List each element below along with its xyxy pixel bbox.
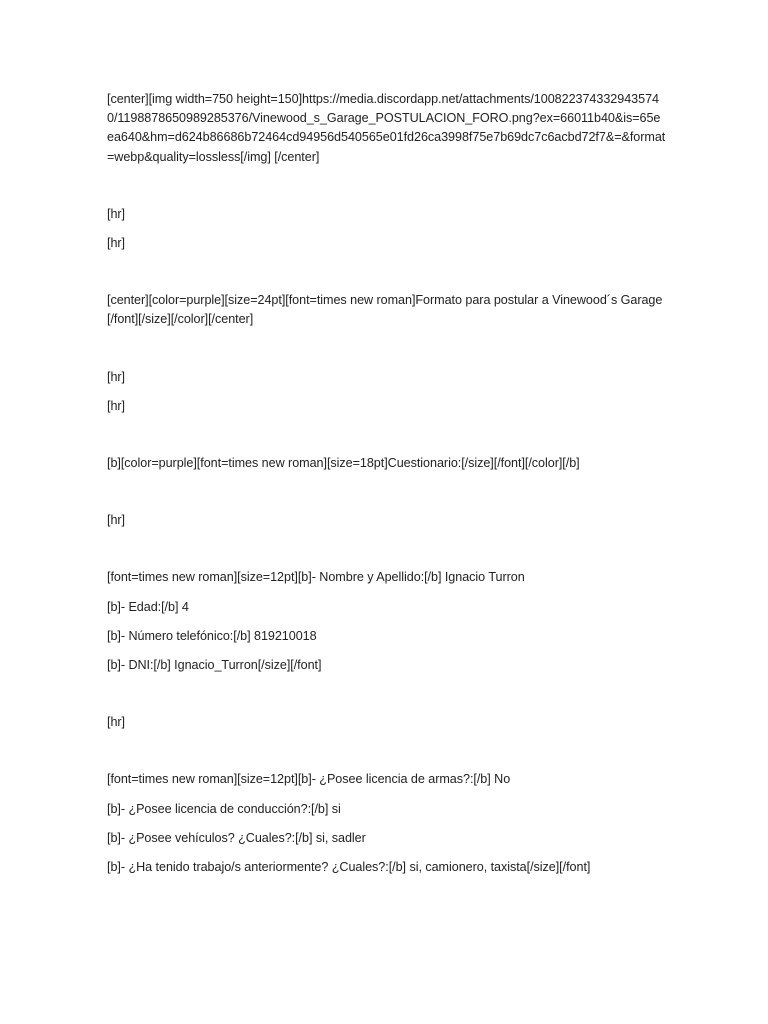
paragraph-gap (107, 167, 667, 205)
paragraph-gap (107, 416, 667, 454)
paragraph-gap (107, 330, 667, 368)
paragraph-gap (107, 819, 667, 829)
paragraph-gap (107, 790, 667, 800)
paragraph-gap (107, 253, 667, 291)
paragraph-gap (107, 675, 667, 713)
previous-jobs-answer-line: [b]- ¿Ha tenido trabajo/s anteriormente? ¿Cuales?:[/b] si, camionero, taxista[/size][/font] (107, 860, 591, 875)
paragraph-gap (107, 617, 667, 627)
image-bbcode-paragraph: [center][img width=750 height=150]https://media.discordapp.net/attachments/1008223743329435740/1198878650989285376/Vinewood_s_Garage_POSTULACION_FORO.png?ex=66011b40&is=65eea640&hm=d624b86686b72464cd94956d540565e01fd26ca3998f75e7b69dc7c6acbd72f7&=&format=webp&quality=lossless[/img] [/center] (107, 92, 666, 164)
paragraph-gap (107, 387, 667, 397)
paragraph-gap (107, 646, 667, 656)
hr-tag-line: [hr] (107, 236, 125, 251)
name-answer-line: [font=times new roman][size=12pt][b]- Nombre y Apellido:[/b] Ignacio Turron (107, 570, 525, 585)
paragraph-gap (107, 588, 667, 598)
paragraph-gap (107, 848, 667, 858)
dni-answer-line: [b]- DNI:[/b] Ignacio_Turron[/size][/font] (107, 658, 322, 673)
paragraph-gap (107, 224, 667, 234)
questionnaire-heading-line: [b][color=purple][font=times new roman][size=18pt]Cuestionario:[/size][/font][/color][/b] (107, 456, 580, 471)
paragraph-gap (107, 473, 667, 511)
vehicles-answer-line: [b]- ¿Posee vehículos? ¿Cuales?:[/b] si, sadler (107, 830, 366, 845)
weapons-license-answer-line: [font=times new roman][size=12pt][b]- ¿Posee licencia de armas?:[/b] No (107, 772, 511, 787)
driving-license-answer-line: [b]- ¿Posee licencia de conducción?:[/b] si (107, 801, 341, 816)
age-answer-line: [b]- Edad:[/b] 4 (107, 599, 189, 614)
paragraph-gap (107, 732, 667, 770)
hr-tag-line: [hr] (107, 398, 125, 413)
phone-answer-line: [b]- Número telefónico:[/b] 819210018 (107, 628, 317, 643)
title-bbcode-paragraph: [center][color=purple][size=24pt][font=times new roman]Formato para postular a Vinewood´s Garage[/font][/size][/color][/center] (107, 293, 663, 327)
document-body (107, 90, 667, 877)
hr-tag-line: [hr] (107, 715, 125, 730)
paragraph-gap (107, 530, 667, 568)
hr-tag-line: [hr] (107, 369, 125, 384)
hr-tag-line: [hr] (107, 513, 125, 528)
hr-tag-line: [hr] (107, 206, 125, 221)
